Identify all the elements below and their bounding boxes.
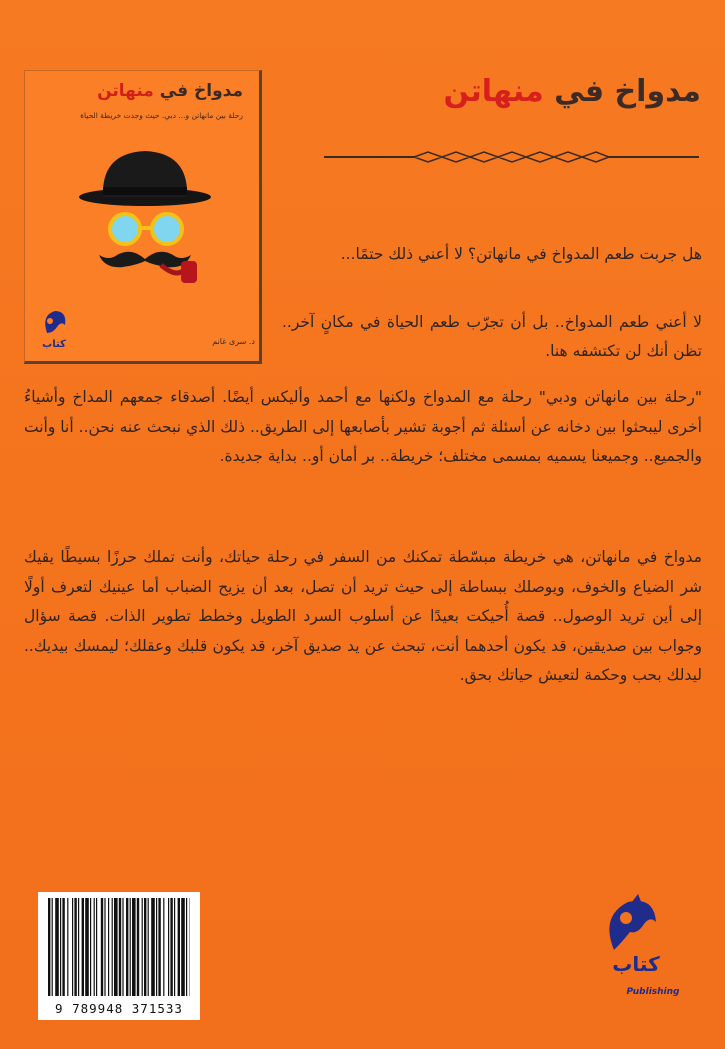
isbn-number: 9 789948 371533	[55, 1001, 183, 1016]
blurb-paragraph-4: مدواخ في مانهاتن، هي خريطة مبسّطة تمكنك من السفر في رحلة حياتك، وأنت تملك حرزًا بسيطًا يقيك شر الضياع والخوف، ويوصلك ببساطة إلى حيث تريد أن تصل، بعد أن يزيح الضباب أما عينيك لتعرف أولًا إلى أين تريد الوصول.. قصة أُحيكت بعيدًا عن أسلوب السرد الطويل وخطط تطوير الذات. قصة سؤال وجواب بين صديقين، قد يكون أحدهما أنت، تبحث عن يد صديق آخر، قد يكون قلبك وعقلك؛ ليمسك بيديك.. ليدلك بحب وحكمة لتعيش حياتك بحق.	[24, 548, 702, 684]
blurb-paragraph-2: لا أعني طعم المدواخ.. بل أن تجرّب طعم الحياة في مكانٍ آخر.. تظن أنك لن تكتشفه هنا.	[282, 313, 702, 360]
isbn-barcode	[38, 892, 200, 1020]
barcode-bars	[48, 898, 190, 996]
publisher-name: كتاب	[612, 952, 660, 976]
publisher-tagline: Publishing	[626, 987, 680, 997]
hat-glasses-mustache-illustration	[65, 137, 225, 287]
cover-thumbnail	[24, 70, 262, 364]
publisher-logo-icon	[592, 894, 672, 954]
thumbnail-author: د. سرى غانم	[212, 337, 255, 346]
thumbnail-title: مدواخ في منهاتن	[97, 81, 243, 101]
svg-text:كتاب: كتاب	[42, 339, 66, 350]
book-title: مدواخ في منهاتن	[443, 74, 701, 109]
thumbnail-subtitle: رحلة بين مانهاتن و... دبي. حيث وجدت خريطة الحياة	[80, 111, 243, 120]
decorative-divider	[324, 150, 699, 164]
publisher-logo-small	[37, 307, 71, 351]
blurb-paragraph-1: هل جربت طعم المدواخ في مانهاتن؟ لا أعني ذلك حتمًا...	[340, 245, 702, 263]
blurb-paragraph-3: "رحلة بين مانهاتن ودبي" رحلة مع المدواخ ولكنها مع أحمد وأليكس أيضًا. أصدقاء جمعهم المداخ وأشياءُ أخرى ليبحثوا بين دخانه عن أسئلة ثم أجوبة تشير بأصابعها إلى الطريق.. ذلك الذي نبحث عنه نحن.. أنا وأنت والجميع.. وجميعنا يسميه بمسمى مختلف؛ خريطة.. بر أمان أو.. بداية جديدة.	[24, 388, 702, 465]
